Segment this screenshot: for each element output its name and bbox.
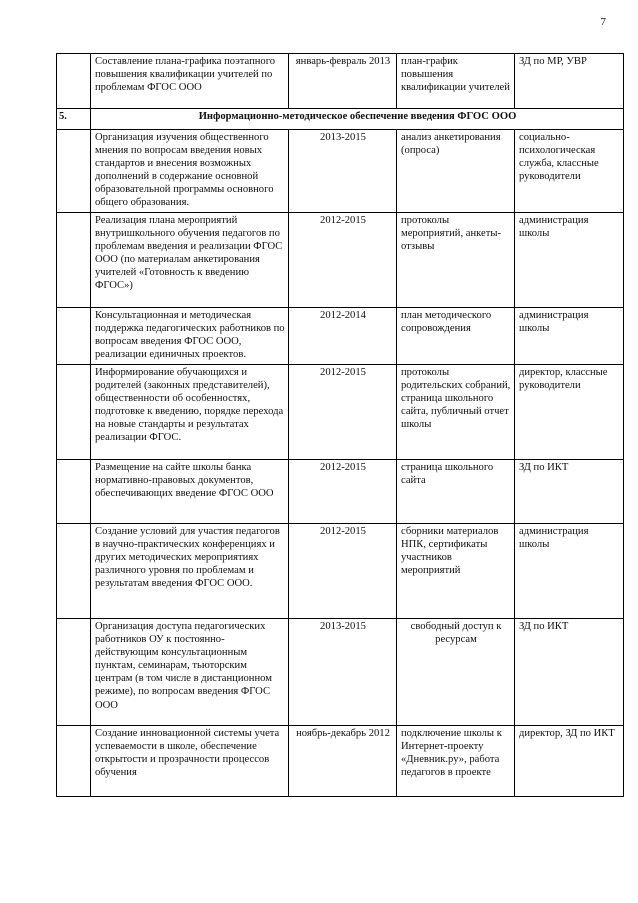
table-row bbox=[57, 460, 624, 524]
result-cell: план-график повышения квалификации учителей bbox=[397, 54, 515, 109]
result-cell: страница школьного сайта bbox=[397, 460, 515, 524]
responsible-cell: директор, классные руководители bbox=[515, 365, 624, 460]
activity-cell: Создание условий для участия педагогов в научно-практических конференциях и других методических мероприятиях различного уровня по проблемам и результатам введения ФГОС ООО. bbox=[91, 524, 289, 619]
activity-cell: Организация доступа педагогических работников ОУ к постоянно-действующим консультационным пунктам, семинарам, тьюторским центрам (в том числе в дистанционном режиме), по вопросам введения ФГОС ООО bbox=[91, 619, 289, 726]
section-number: 5. bbox=[57, 109, 91, 130]
date-cell: 2013-2015 bbox=[289, 619, 397, 726]
row-number-cell bbox=[57, 213, 91, 308]
row-number-cell bbox=[57, 308, 91, 365]
responsible-cell: ЗД по ИКТ bbox=[515, 460, 624, 524]
date-cell: 2012-2015 bbox=[289, 365, 397, 460]
result-cell: анализ анкетирования (опроса) bbox=[397, 130, 515, 213]
responsible-cell: администрация школы bbox=[515, 308, 624, 365]
result-cell: сборники материалов НПК, сертификаты участников мероприятий bbox=[397, 524, 515, 619]
table-row bbox=[57, 365, 624, 460]
result-cell: подключение школы к Интернет-проекту «Дневник.ру», работа педагогов в проекте bbox=[397, 726, 515, 797]
date-cell: 2012-2014 bbox=[289, 308, 397, 365]
date-cell: январь-февраль 2013 bbox=[289, 54, 397, 109]
result-cell: протоколы мероприятий, анкеты-отзывы bbox=[397, 213, 515, 308]
activity-cell: Консультационная и методическая поддержка педагогических работников по вопросам введения ФГОС ООО, реализации единичных проектов. bbox=[91, 308, 289, 365]
section-header-row bbox=[57, 109, 624, 130]
result-cell: план методического сопровождения bbox=[397, 308, 515, 365]
activity-cell: Информирование обучающихся и родителей (законных представителей), общественности об особенностях, подготовке к введению, порядке перехода на новые стандарты и результатах реализации ФГОС. bbox=[91, 365, 289, 460]
row-number-cell bbox=[57, 619, 91, 726]
date-cell: 2013-2015 bbox=[289, 130, 397, 213]
row-number-cell bbox=[57, 726, 91, 797]
responsible-cell: администрация школы bbox=[515, 213, 624, 308]
table-row bbox=[57, 54, 624, 109]
activity-cell: Реализация плана мероприятий внутришкольного обучения педагогов по проблемам введения и реализации ФГОС ООО (по материалам анкетирования учителей «Готовность к введению ФГОС») bbox=[91, 213, 289, 308]
page-number: 7 bbox=[600, 16, 606, 28]
row-number-cell bbox=[57, 460, 91, 524]
table-row bbox=[57, 213, 624, 308]
activity-cell: Размещение на сайте школы банка нормативно-правовых документов, обеспечивающих введение ФГОС ООО bbox=[91, 460, 289, 524]
table-row bbox=[57, 524, 624, 619]
row-number-cell bbox=[57, 365, 91, 460]
date-cell: 2012-2015 bbox=[289, 524, 397, 619]
row-number-cell bbox=[57, 54, 91, 109]
activity-cell: Создание инновационной системы учета успеваемости в школе, обеспечение открытости и прозрачности процессов обучения bbox=[91, 726, 289, 797]
result-cell: протоколы родительских собраний, страница школьного сайта, публичный отчет школы bbox=[397, 365, 515, 460]
responsible-cell: социально-психологическая служба, классные руководители bbox=[515, 130, 624, 213]
date-cell: 2012-2015 bbox=[289, 460, 397, 524]
responsible-cell: администрация школы bbox=[515, 524, 624, 619]
date-cell: ноябрь-декабрь 2012 bbox=[289, 726, 397, 797]
activity-cell: Составление плана-графика поэтапного повышения квалификации учителей по проблемам ФГОС ООО bbox=[91, 54, 289, 109]
table-row bbox=[57, 619, 624, 726]
row-number-cell bbox=[57, 524, 91, 619]
responsible-cell: ЗД по МР, УВР bbox=[515, 54, 624, 109]
table-row bbox=[57, 308, 624, 365]
date-cell: 2012-2015 bbox=[289, 213, 397, 308]
result-cell: свободный доступ к ресурсам bbox=[397, 619, 515, 726]
section-title: Информационно-методическое обеспечение введения ФГОС ООО bbox=[91, 109, 624, 130]
plan-table bbox=[56, 53, 624, 797]
row-number-cell bbox=[57, 130, 91, 213]
responsible-cell: ЗД по ИКТ bbox=[515, 619, 624, 726]
responsible-cell: директор, ЗД по ИКТ bbox=[515, 726, 624, 797]
table-row bbox=[57, 726, 624, 797]
table-row bbox=[57, 130, 624, 213]
activity-cell: Организация изучения общественного мнения по вопросам введения новых стандартов и внесения возможных дополнений в содержание основной образовательной программы основного общего образования. bbox=[91, 130, 289, 213]
